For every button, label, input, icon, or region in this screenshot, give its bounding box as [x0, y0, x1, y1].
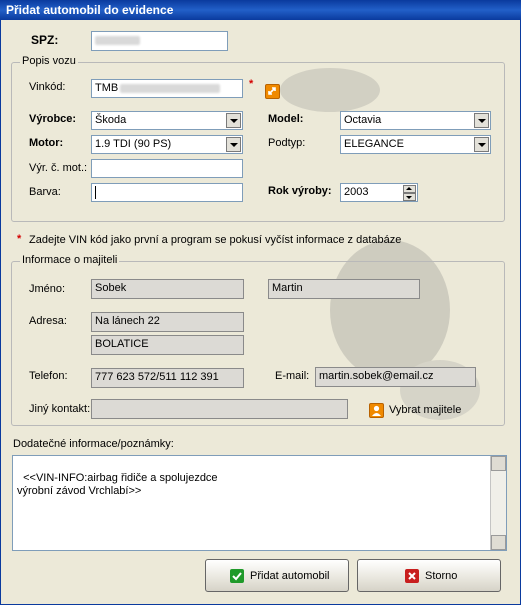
address-line2-field[interactable]: BOLATICE [91, 335, 244, 355]
decode-arrows-icon [266, 85, 279, 98]
subtype-value: ELEGANCE [344, 138, 404, 150]
chevron-down-icon[interactable] [226, 137, 241, 152]
engine-label: Motor: [29, 137, 64, 149]
vehicle-group-title: Popis vozu [22, 55, 76, 67]
vin-value: TMB [95, 82, 119, 94]
maker-select[interactable] [91, 111, 243, 130]
chevron-down-icon[interactable] [474, 113, 489, 128]
engine-number-input[interactable] [91, 159, 243, 178]
select-owner-button[interactable] [368, 401, 478, 419]
chevron-down-icon[interactable] [226, 113, 241, 128]
scroll-down-icon[interactable] [491, 535, 506, 550]
year-value: 2003 [344, 186, 369, 198]
email-field[interactable]: martin.sobek@email.cz [315, 367, 476, 387]
model-value: Octavia [344, 114, 382, 126]
address-line1-field[interactable]: Na lánech 22 [91, 312, 244, 332]
spin-up-icon[interactable] [403, 185, 416, 193]
cancel-button[interactable] [357, 559, 501, 592]
name-label: Jméno: [29, 283, 66, 295]
maker-label: Výrobce: [29, 113, 77, 125]
select-owner-label: Vybrat majitele [389, 404, 462, 416]
model-label: Model: [268, 113, 304, 125]
vin-hint-text: Zadejte VIN kód jako první a program se pokusí vyčíst informace z databáze [29, 234, 402, 246]
scroll-up-icon[interactable] [491, 456, 506, 471]
year-spinner[interactable] [340, 183, 418, 202]
vin-required-mark: * [249, 78, 254, 90]
spz-input[interactable] [91, 31, 228, 51]
engine-value: 1.9 TDI (90 PS) [95, 138, 172, 150]
notes-textarea[interactable] [12, 455, 507, 551]
hint-star: * [17, 233, 22, 245]
color-label: Barva: [29, 186, 61, 198]
other-contact-label: Jiný kontakt: [29, 403, 91, 415]
window-title: Přidat automobil do evidence [0, 0, 521, 20]
model-select[interactable] [340, 111, 491, 130]
notes-label: Dodatečné informace/poznámky: [13, 438, 174, 450]
checkmark-icon [230, 569, 244, 583]
user-icon [369, 403, 384, 418]
engine-select[interactable] [91, 135, 243, 154]
last-name-field[interactable]: Martin [268, 279, 420, 299]
email-label: E-mail: [275, 370, 310, 382]
notes-scrollbar[interactable] [490, 456, 506, 550]
spz-value-redacted [95, 36, 140, 45]
maker-value: Škoda [95, 114, 127, 126]
engine-number-label: Výr. č. mot.: [29, 162, 88, 174]
other-contact-field[interactable] [91, 399, 348, 419]
owner-group-title: Informace o majiteli [22, 254, 118, 266]
subtype-label: Podtyp: [268, 137, 306, 149]
notes-text: <<VIN-INFO:airbag řidiče a spolujezdce výrobní závod Vrchlabí>> [17, 472, 218, 497]
subtype-select[interactable] [340, 135, 491, 154]
close-icon [405, 569, 419, 583]
vin-label: Vinkód: [29, 81, 66, 93]
chevron-down-icon[interactable] [474, 137, 489, 152]
first-name-field[interactable]: Sobek [91, 279, 244, 299]
cancel-label: Storno [425, 570, 458, 582]
phone-field[interactable]: 777 623 572/511 112 391 [91, 368, 244, 388]
phone-label: Telefon: [29, 370, 68, 382]
add-car-button[interactable] [205, 559, 349, 592]
color-input[interactable] [91, 183, 243, 202]
add-car-label: Přidat automobil [250, 570, 330, 582]
text-cursor [95, 186, 96, 199]
vin-input[interactable] [91, 79, 243, 98]
vin-redacted [120, 84, 220, 93]
vin-decode-button[interactable] [265, 84, 280, 99]
spin-down-icon[interactable] [403, 193, 416, 201]
year-label: Rok výroby: [268, 185, 332, 197]
address-label: Adresa: [29, 315, 67, 327]
spz-label: SPZ: [31, 33, 59, 47]
